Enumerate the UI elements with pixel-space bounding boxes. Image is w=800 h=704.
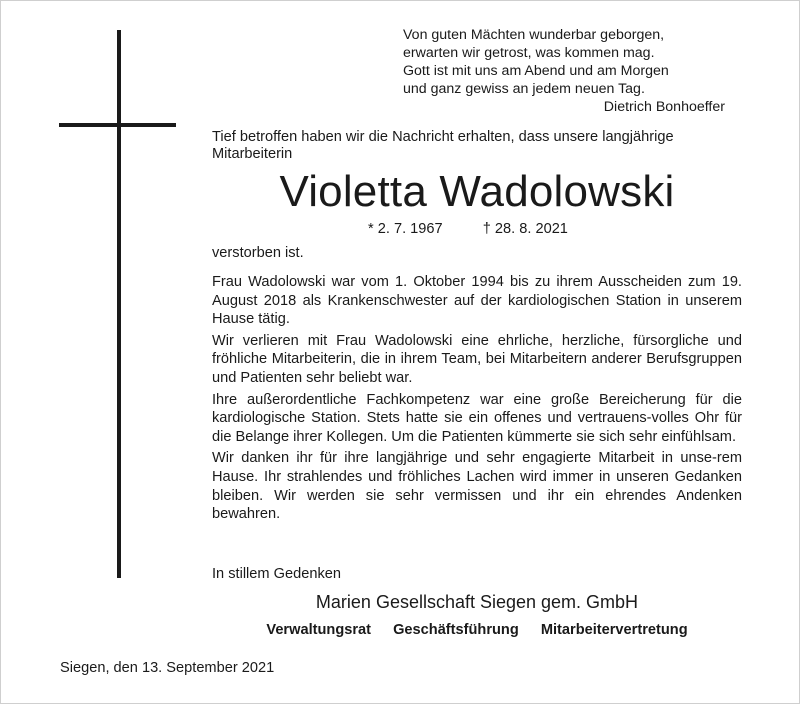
paragraph: Wir verlieren mit Frau Wadolowski eine ehrliche, herzliche, fürsorgliche und fröhliche Mitarbeiterin, die in ihrem Team, bei Mitarbeitern anderer Berufsgruppen und Patienten sehr beliebt war. [212, 332, 742, 386]
cross-vertical-bar [117, 30, 121, 578]
deceased-text: verstorben ist. [212, 245, 304, 261]
paragraph: Ihre außerordentliche Fachkompetenz war eine große Bereicherung für die kardiologische Station. Stets hatte sie ein offenes und vertrauens-volles Ohr für die Belange ihrer Kollegen. Um die Patienten kümmerte sie sich sehr einfühlsam. [212, 391, 742, 445]
paragraph: Wir danken ihr für ihre langjährige und sehr engagierte Mitarbeit in unse-rem Hause. Ihr strahlendes und fröhliches Lachen wird immer in unseren Gedanken bleiben. Wir werden sie sehr vermissen und ihr ein ehrendes Andenken bewahren. [212, 450, 742, 523]
body-text [212, 273, 742, 527]
cross-horizontal-bar [59, 123, 176, 127]
place-date: Siegen, den 13. September 2021 [60, 660, 275, 676]
poem-line: erwarten wir getrost, was kommen mag. [403, 45, 655, 61]
poem [403, 26, 725, 116]
organization-name: Marien Gesellschaft Siegen gem. GmbH [315, 592, 639, 612]
life-dates [368, 220, 568, 238]
paragraph: Frau Wadolowski war vom 1. Oktober 1994 bis zu ihrem Ausscheiden zum 19. August 2018 als Krankenschwester auf der kardiologischen Station in unserem Hause tätig. [212, 274, 742, 328]
signer: Verwaltungsrat [266, 622, 372, 638]
poem-line: Von guten Mächten wunderbar geborgen, [403, 27, 665, 43]
closing-line: In stillem Gedenken [212, 566, 341, 582]
poem-author: Dietrich Bonhoeffer [603, 99, 725, 115]
signers [212, 620, 742, 640]
birth-date: * 2. 7. 1967 [368, 221, 443, 237]
poem-line: Gott ist mit uns am Abend und am Morgen [403, 63, 669, 79]
death-date: † 28. 8. 2021 [482, 221, 568, 237]
signer: Mitarbeitervertretung [540, 622, 688, 638]
deceased-name: Violetta Wadolowski [279, 167, 675, 216]
intro-text: Tief betroffen haben wir die Nachricht erhalten, dass unsere langjährige Mitarbeiterin [212, 129, 674, 162]
poem-line: und ganz gewiss an jedem neuen Tag. [403, 81, 645, 97]
signer: Geschäftsführung [393, 622, 519, 638]
